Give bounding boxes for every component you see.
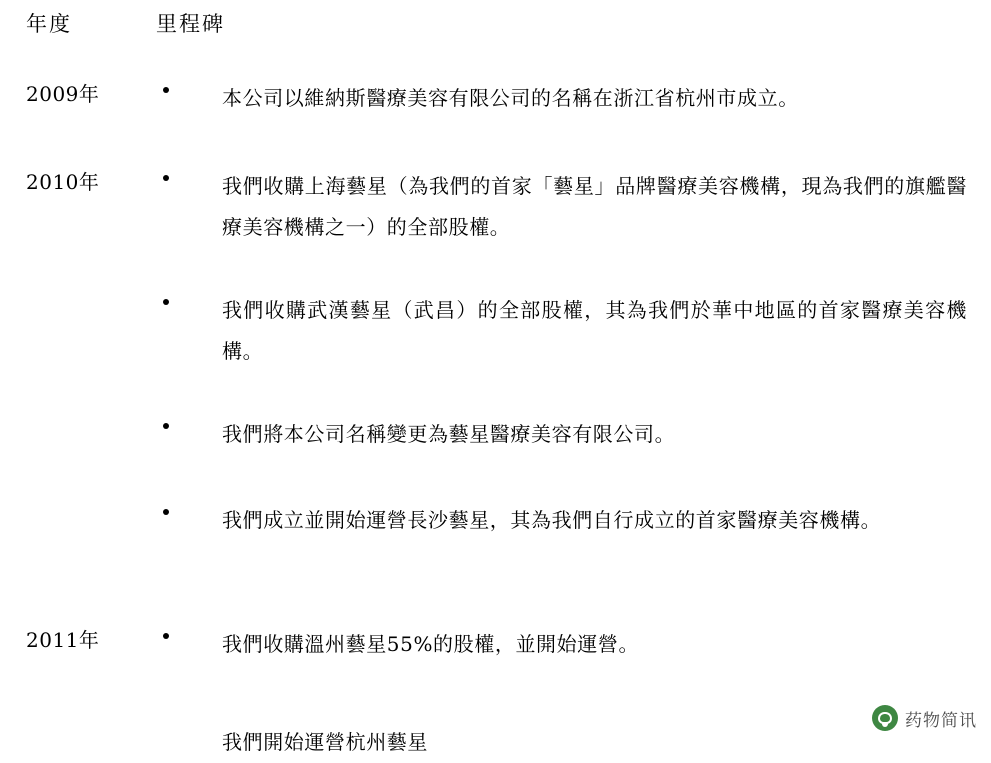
row-milestone-text: 我們收購武漢藝星（武昌）的全部股權，其為我們於華中地區的首家醫療美容機構。 [222, 298, 967, 363]
row-milestone-text: 我們收購溫州藝星55%的股權，並開始運營。 [222, 632, 640, 656]
milestone-rows [0, 78, 991, 710]
row-milestone-text: 我們收購上海藝星（為我們的首家「藝星」品牌醫療美容機構，現為我們的旗艦醫療美容機構之一）的全部股權。 [222, 174, 967, 239]
table-row [0, 624, 991, 710]
column-header-year: 年度 [26, 12, 72, 36]
leaf-badge-icon [872, 705, 898, 731]
bullet-icon [163, 87, 169, 93]
table-row [0, 414, 991, 500]
bullet-icon [163, 633, 169, 639]
bullet-icon [163, 175, 169, 181]
row-year: 2009年 [26, 82, 100, 106]
row-milestone-text: 我們成立並開始運營長沙藝星，其為我們自行成立的首家醫療美容機構。 [222, 508, 882, 532]
bullet-icon [163, 423, 169, 429]
table-row [0, 500, 991, 624]
bullet-icon [163, 509, 169, 515]
watermark [872, 705, 977, 731]
table-header [0, 8, 991, 48]
bullet-icon [163, 299, 169, 305]
row-milestone-text: 本公司以維納斯醫療美容有限公司的名稱在浙江省杭州市成立。 [222, 86, 799, 110]
clipped-next-line: 我們開始運營杭州藝星 [222, 730, 428, 754]
column-header-milestone: 里程碑 [156, 12, 225, 36]
row-year: 2011年 [26, 628, 100, 652]
watermark-label: 药物简讯 [905, 710, 977, 731]
row-milestone-text: 我們將本公司名稱變更為藝星醫療美容有限公司。 [222, 422, 676, 446]
row-year: 2010年 [26, 170, 100, 194]
table-row [0, 78, 991, 166]
table-row [0, 166, 991, 290]
table-row [0, 290, 991, 414]
